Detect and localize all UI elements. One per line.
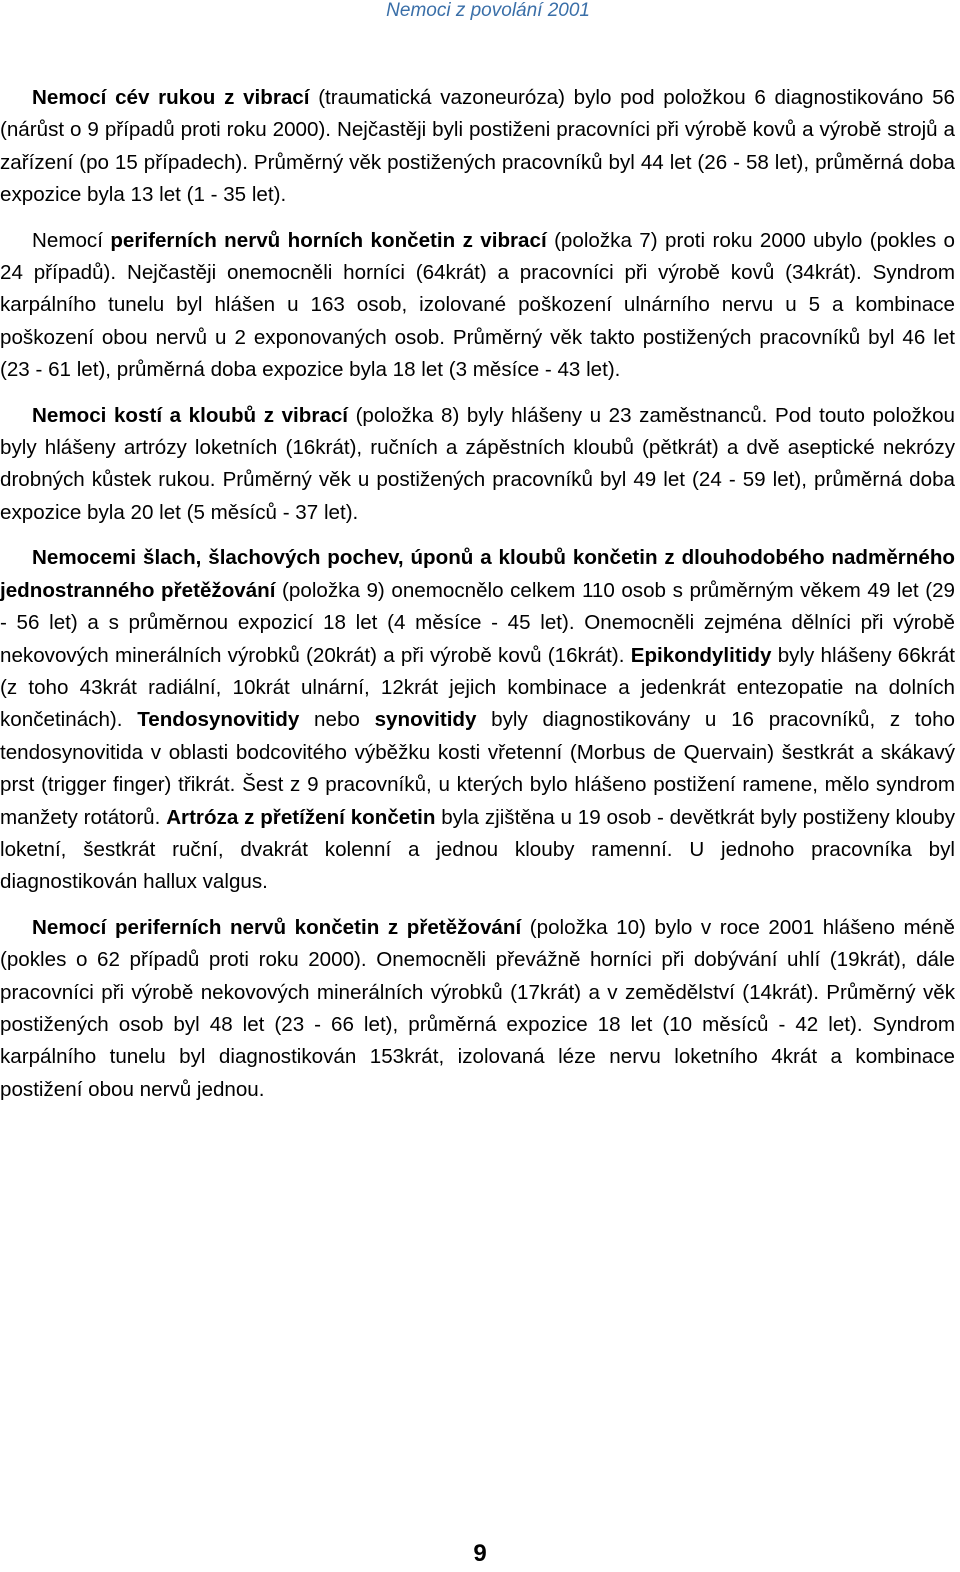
paragraph-text: (položka 10) bylo v roce 2001 hlášeno méně (pokles o 62 případů proti roku 2000). Onemocněli převážně horníci při dobývání uhlí (19krát), dále pracovníci při výrobě nekovových minerálních výrobků (17krát) a v zemědělství (14krát). Průměrný věk postižených osob byl 48 let (23 - 66 let), průměrná expozice 18 let (10 měsíců - 42 let). Syndrom karpálního tunelu byl diagnostikován 153krát, izolovaná léze nervu loketního 4krát a kombinace postižení obou nervů jednou. <box>0 915 955 1101</box>
paragraph-peripheral-nerves-overload <box>0 912 955 1106</box>
paragraph-tendon-disease <box>0 542 955 898</box>
paragraph-text: (traumatická vazoneuróza) bylo pod položkou 6 diagnostikováno 56 (nárůst o 9 případů proti roku 2000). Nejčastěji byli postiženi pracovníci při výrobě kovů a výrobě strojů a zařízení (po 15 případech). Průměrný věk postižených pracovníků byl 44 let (26 - 58 let), průměrná doba expozice byla 13 let (1 - 35 let). <box>0 86 955 207</box>
paragraph-text: (položka 7) proti roku 2000 ubylo (pokles o 24 případů). Nejčastěji onemocněli horníci (64krát) a pracovníci při výrobě kovů (34krát). Syndrom karpálního tunelu byl hlášen u 163 osob, izolované poškození ulnárního nervu u 5 a kombinace poškození obou nervů u 2 exponovaných osob. Průměrný věk takto postižených pracovníků byl 46 let (23 - 61 let), průměrná doba expozice byla 18 let (3 měsíce - 43 let). <box>0 228 955 382</box>
paragraph-text: byly hlášeny 66krát (z toho 43krát radiální, 10krát ulnární, 12krát jejich kombinace a jedenkrát entezopatie na dolních končetinách). <box>0 643 955 732</box>
term-tendosynovitis: Tendosynovitidy <box>137 708 300 732</box>
paragraph-peripheral-nerves-vibration <box>0 225 955 387</box>
paragraph-text: nebo <box>299 708 375 732</box>
term-epicondylitis: Epikondylitidy <box>630 643 772 667</box>
paragraph-bone-joint-disease <box>0 400 955 530</box>
paragraph-text: byly diagnostikovány u 16 pracovníků, z toho tendosynovitida v oblasti bodcovitého výběžku kosti vřetenní (Morbus de Quervain) šestkrát a skákavý prst (trigger finger) třikrát. Šest z 9 pracovníků, u kterých bylo hlášeno postižení ramene, mělo syndrom manžety rotátorů. <box>0 708 955 829</box>
term-peripheral-nerves-overload: Nemocí periferních nervů končetin z přetěžování <box>32 915 522 939</box>
paragraph-text: (položka 8) byly hlášeny u 23 zaměstnanců. Pod touto položkou byly hlášeny artrózy loketních (16krát), ručních a zápěstních kloubů (pětkrát) a dvě aseptické nekrózy drobných kůstek rukou. Průměrný věk u postižených pracovníků byl 49 let (24 - 59 let), průměrná doba expozice byla 20 let (5 měsíců - 37 let). <box>0 403 955 524</box>
term-vascular-disease: Nemocí cév rukou z vibrací <box>32 86 310 109</box>
page-number: 9 <box>473 1540 487 1567</box>
document-body <box>0 82 955 1119</box>
term-peripheral-nerves-vibration: periferních nervů horních končetin z vibrací <box>110 228 547 252</box>
running-header: Nemoci z povolání 2001 <box>386 0 590 21</box>
paragraph-text: (položka 9) onemocnělo celkem 110 osob s průměrným věkem 49 let (29 - 56 let) a s průměrnou expozicí 18 let (4 měsíce - 45 let). Onemocněli zejména dělníci při výrobě nekovových minerálních výrobků (20krát) a při výrobě kovů (16krát). <box>0 578 955 667</box>
paragraph-text: Nemocí <box>32 228 111 252</box>
paragraph-vascular-disease <box>0 82 955 212</box>
term-arthrosis-overload: Artróza z přetížení končetin <box>166 805 436 829</box>
term-tendon-disease: Nemocemi šlach, šlachových pochev, úponů a kloubů končetin z dlouhodobého nadměrného jednostranného přetěžování <box>0 546 955 602</box>
paragraph-text: byla zjištěna u 19 osob - devětkrát byly postiženy klouby loketní, šestkrát ruční, dvakrát kolenní a jednou klouby ramenní. U jednoho pracovníka byl diagnostikován hallux valgus. <box>0 805 956 894</box>
term-bone-joint-disease: Nemoci kostí a kloubů z vibrací <box>32 403 348 427</box>
term-synovitis: synovitidy <box>374 708 477 732</box>
